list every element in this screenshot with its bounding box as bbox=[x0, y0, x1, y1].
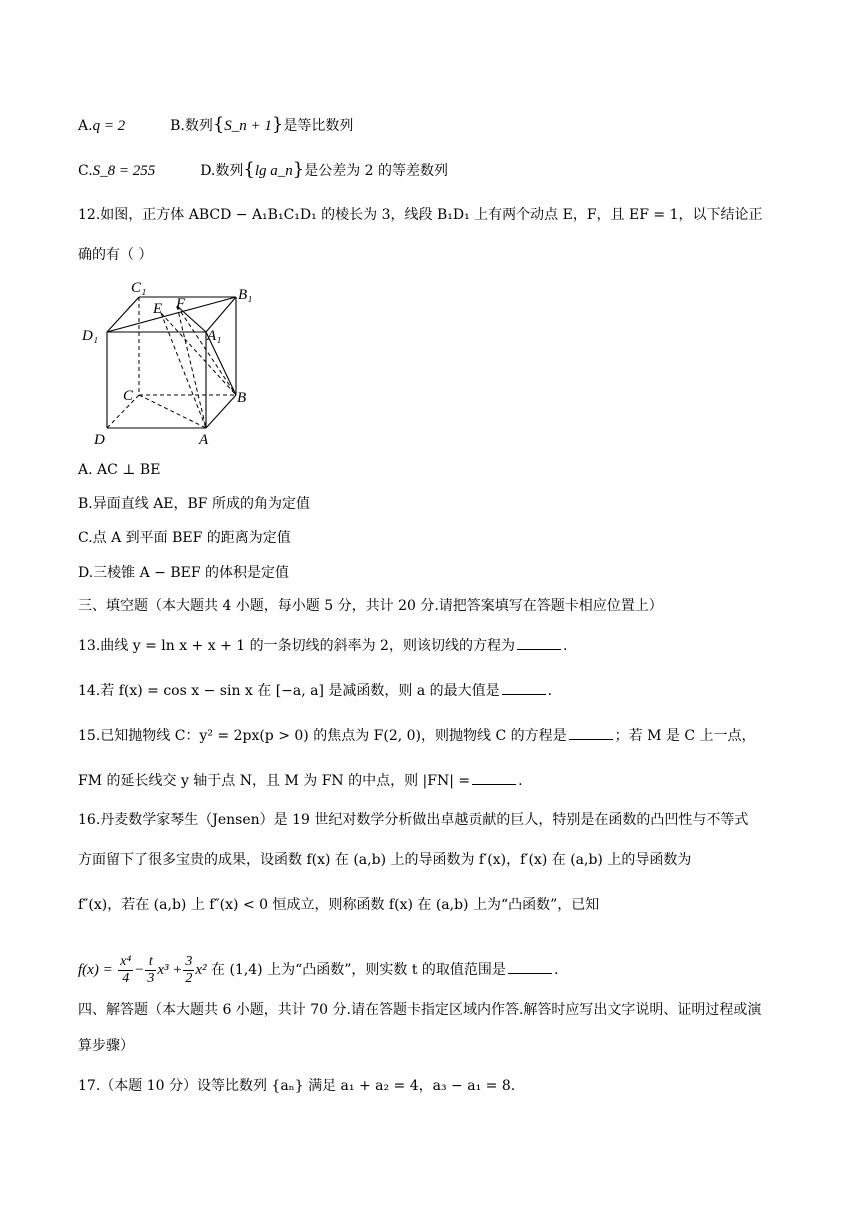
q16-line2: 方面留下了很多宝贵的成果，设函数 f(x) 在 (a,b) 上的导函数为 f′(x)，f′(x) 在 (a,b) 上的导函数为 bbox=[78, 852, 692, 868]
q12-stem-line2: 确的有（ ） bbox=[78, 247, 153, 263]
q12-option-a: A. AC ⊥ BE bbox=[78, 462, 161, 478]
q15-answer-blank-1[interactable] bbox=[569, 725, 613, 740]
label-d1: D₁ bbox=[82, 328, 99, 344]
hidden-segment-c-a bbox=[139, 395, 206, 428]
label-c1: C₁ bbox=[131, 280, 147, 296]
hidden-segment-f-a bbox=[177, 306, 206, 428]
label-a1: A₁ bbox=[207, 328, 222, 344]
fraction-3-over-2: $\frac{3}{2}$ bbox=[185, 953, 193, 986]
fraction-t-over-3: $\frac{t}{3}$ bbox=[147, 953, 155, 986]
q16-line4: f(x) = $\frac{\text{x⁴}}{4}$ − $\frac{t}{3}$ x³ + $\frac{3}{2}$ x² 在 (1,4) 上为“凸函数”，则实数 t 的取值范围是 . bbox=[78, 953, 559, 986]
label-b: B bbox=[237, 390, 247, 406]
q14-answer-blank[interactable] bbox=[502, 680, 546, 695]
segment-b1-d1 bbox=[107, 297, 236, 332]
q12-option-d: D.三棱锥 A − BEF 的体积是定值 bbox=[78, 565, 290, 581]
q11-option-b: B.数列{S_n + 1}是等比数列 bbox=[170, 114, 354, 135]
label-e: E bbox=[153, 301, 163, 317]
section3-heading: 三、填空题（本大题共 4 小题，每小题 5 分，共计 20 分.请把答案填写在答题卡相应位置上） bbox=[78, 598, 663, 614]
cube-figure bbox=[78, 278, 268, 450]
label-d: D bbox=[94, 432, 105, 448]
q13: 13.曲线 y = ln x + x + 1 的一条切线的斜率为 2，则该切线的方程为 . bbox=[78, 635, 782, 656]
q14: 14.若 f(x) = cos x − sin x 在 [−a, a] 是减函数，则 a 的最大值是 . bbox=[78, 680, 782, 701]
q12-option-b: B.异面直线 AE，BF 所成的角为定值 bbox=[78, 496, 310, 512]
q15-answer-blank-2[interactable] bbox=[472, 770, 516, 785]
label-b1: B₁ bbox=[238, 287, 253, 303]
q16-line1: 16.丹麦数学家琴生（Jensen）是 19 世纪对数学分析做出卓越贡献的巨人，特别是在函数的凸凹性与不等式 bbox=[78, 812, 749, 828]
q15-line2: FM 的延长线交 y 轴于点 N，且 M 为 FN 的中点，则 |FN| = . bbox=[78, 770, 782, 791]
q11-option-a: A.q = 2 bbox=[78, 118, 126, 134]
q16-line3: f″(x)，若在 (a,b) 上 f″(x) < 0 恒成立，则称函数 f(x) 在 (a,b) 上为“凸函数”，已知 bbox=[78, 897, 600, 913]
section4-heading-line2: 算步骤） bbox=[78, 1038, 134, 1054]
label-a: A bbox=[199, 432, 209, 448]
q17-stem: 17.（本题 10 分）设等比数列 {aₙ} 满足 a₁ + a₂ = 4，a₃ − a₁ = 8. bbox=[78, 1078, 516, 1094]
edge-d1-c1 bbox=[107, 297, 139, 332]
q12-option-c: C.点 A 到平面 BEF 的距离为定值 bbox=[78, 530, 291, 546]
q11-option-c: C.S_8 = 255 bbox=[78, 163, 156, 179]
edge-b1-a1 bbox=[206, 297, 236, 332]
label-f: F bbox=[176, 296, 186, 312]
q12-stem-line1: 12.如图，正方体 ABCD − A₁B₁C₁D₁ 的棱长为 3，线段 B₁D₁ 上有两个动点 E，F，且 EF = 1，以下结论正 bbox=[78, 207, 763, 223]
q11-options-row2 bbox=[78, 160, 782, 181]
fraction-x4-over-4: $\frac{\text{x⁴}}{4}$ bbox=[120, 953, 132, 986]
hidden-segment-e-a bbox=[161, 313, 206, 428]
q13-answer-blank[interactable] bbox=[517, 635, 561, 650]
q11-option-d: D.数列{lg a_n}是公差为 2 的等差数列 bbox=[200, 159, 449, 180]
q11-options-row1 bbox=[78, 115, 782, 136]
edge-a-b bbox=[206, 395, 236, 428]
label-c: C bbox=[123, 388, 134, 404]
section4-heading-line1: 四、解答题（本大题共 6 小题，共计 70 分.请在答题卡指定区域内作答.解答时应写出文字说明、证明过程或演 bbox=[78, 1002, 762, 1018]
q15-line1: 15.已知抛物线 C：y² = 2px(p > 0) 的焦点为 F(2, 0)，则抛物线 C 的方程是 ；若 M 是 C 上一点， bbox=[78, 725, 782, 746]
q16-answer-blank[interactable] bbox=[508, 959, 552, 974]
